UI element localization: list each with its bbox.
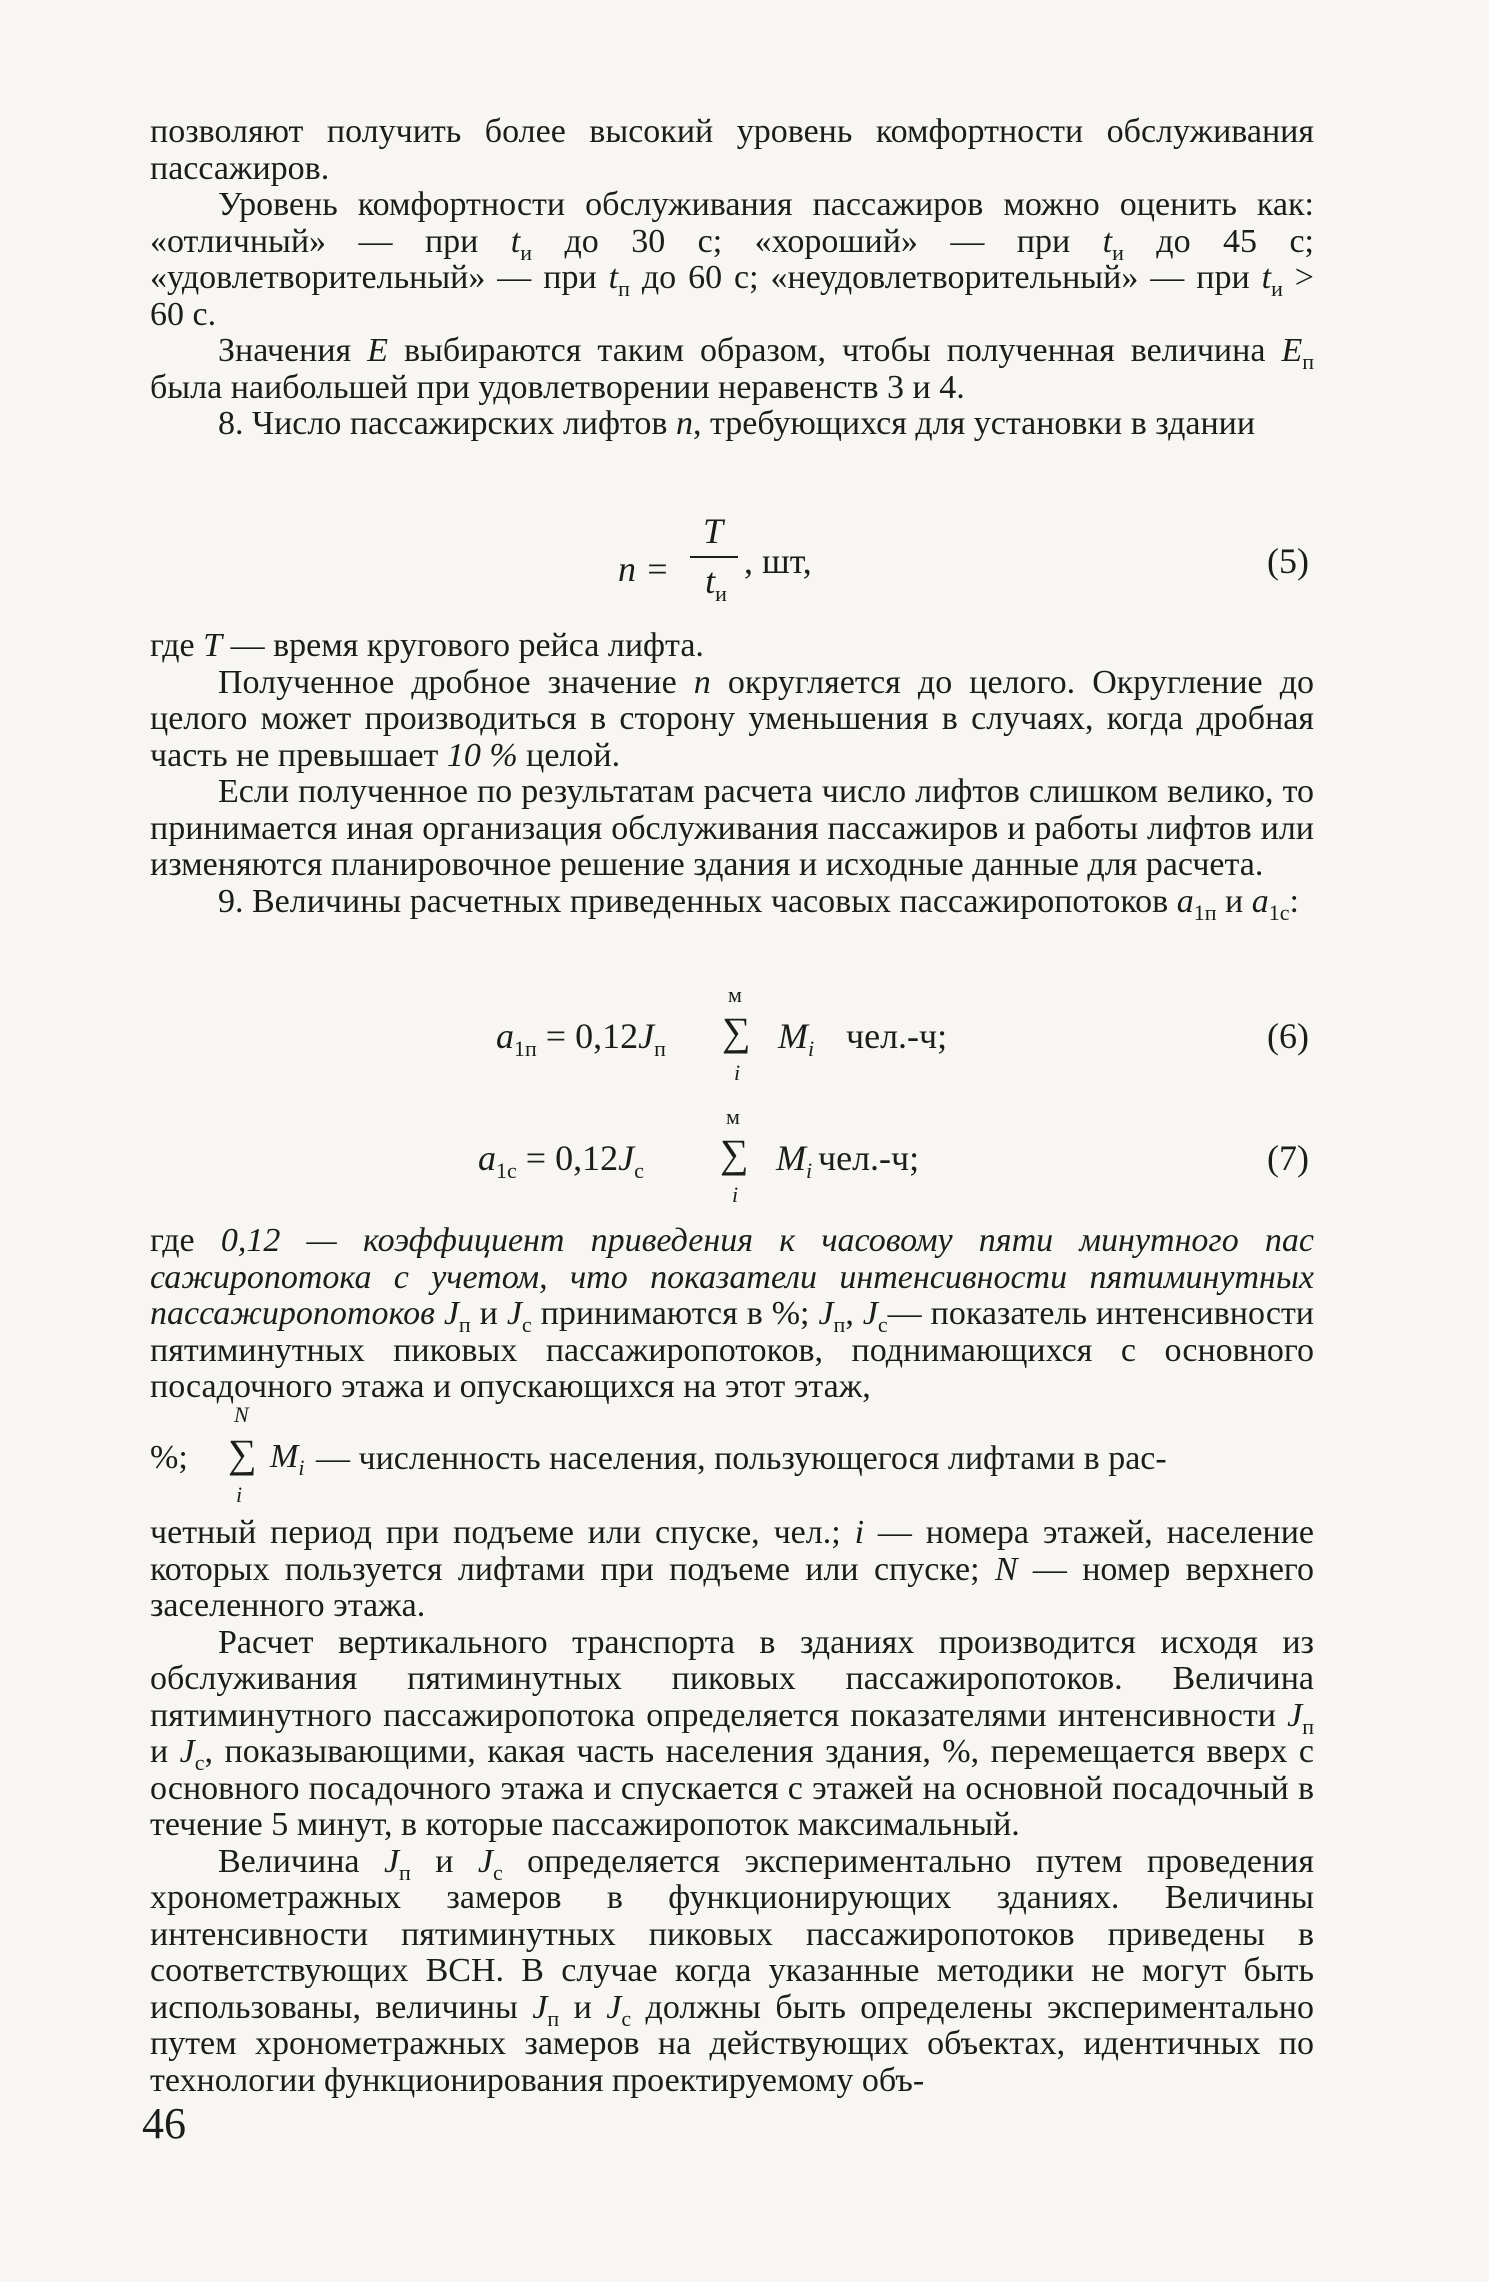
paragraph: где T — время кругового рейса лифта. (150, 627, 704, 664)
paragraph: позволяют получить более высокий уровень комфортности обслуживания пассажиров. (150, 113, 1314, 187)
paragraph: 8. Число пассажирских лифтов n, требующихся для установки в здании (218, 405, 1256, 442)
paragraph: Величина $J_п$ и $J_с$ определяется экспериментально путем проведения хронометражных замеров в функционирующих зданиях. Величины интенсивности пятиминутных пиковых пассажиропотоков приведены в соответствующих ВСН. В случае когда указанные методики не могут быть использованы, величины $J_п$ и $J_с$ должны быть определены экспериментально путем хронометражных замеров на действующих объектах, идентичных по технологии функционирования проектируемому объ- (150, 1842, 1315, 2099)
text-block-top (150, 114, 1314, 443)
paragraph: Расчет вертикального транспорта в зданиях производится исходя из обслуживания пятиминутных пиковых пассажиропотоков. Величина пятиминутного пассажиропотока определяется показателями интенсивности $J_п$ и $J_с$, показывающими, какая часть населения здания, %, перемещается вверх с основного посадочного этажа и спускается с этажей на основной посадочный в течение 5 минут, в которые пассажиропоток максимальный. (150, 1623, 1314, 1843)
text-block-middle (150, 627, 1314, 925)
paragraph: Полученное дробное значение n округляется до целого. Округление до целого может производиться в сторону уменьшения в случаях, когда дробная часть не превышает 10 % целой. (150, 663, 1314, 774)
document-page: позволяют получить более высокий уровень комфортности обслуживания пассажиров. Уровень комфортности обслуживания пассажиров можно оценить как: «отличный» — при $t_и$ до 30 с; «хороший» — при $t_и$ до 45 с; «удовлетворительный» — при $t_п$ до 60 с; «неудовлетворительный» — при $t_и > 60$ с. Значения E выбираются таким образом, чтобы полученная величина $E_п$ была наибольшей при удовлетворении неравенств 3 и 4. 8. Число пассажирских лифтов n, требующихся для установки в здании n = T $t_и$ , шт, (5) где T — время кругового рейса лифта. Полученное дробное значение n округляется до целого. Округление до целого может производиться в сторону уменьшения в случаях, когда дробная часть не превышает 10 % целой. Если полученное по результатам расчета число лифтов слишком велико, то принимается иная организация обслуживания пассажиров и работы лифтов или изменяются планировочное решение здания и исходные данные для расчета. 9. Величины расчетных приведенных часовых пассажиропотоков $a_{1п}$ и $a_{1с}$: $a_{1п} = 0,12J_п$ м ∑ i $M_i$ чел.-ч; (6) $a_{1с} = 0,12J_с$ м ∑ i $M_i$ чел.-ч; (7) где 0,12 — коэффициент приведения к часовому пяти минутного пас сажиропотока с учетом, что показатели интенсивности пятиминутных пассажиропотоков $J_п$ и $J_с$ принимаются в %; $J_п$, $J_с—$ показатель интенсивности пятиминутных пиковых пассажиропотоков, поднимающихся с основного посадочного этажа и опускающихся на этот этаж, N %; ∑ i $M_i$ — численность населения, пользующегося лифтами в рас- четный период при подъеме или спуске, чел.; i — номера этажей, население которых пользуется лифтами при подъеме или спуске; N — номер верхнего заселенного этажа. Расчет вертикального транспорта в зданиях производится исходя из обслуживания пятиминутных пиковых пассажиропотоков. Величина пятиминутного пассажиропотока определяется показателями интенсивности $J_п$ и $J_с$, показывающими, какая часть населения здания, %, перемещается вверх с основного посадочного этажа и спускается с этажей на основной посадочный в течение 5 минут, в которые пассажиропоток максимальный. Величина $J_п$ и $J_с$ определяется экспериментально путем проведения хронометражных замеров в функционирующих зданиях. Величины интенсивности пятиминутных пиковых пассажиропотоков приведены в соответствующих ВСН. В случае когда указанные методики не могут быть использованы, величины $J_п$ и $J_с$ должны быть определены экспериментально путем хронометражных замеров на действующих объектах, идентичных по технологии функционирования проектируемому объ- 46 (142, 113, 1315, 2148)
paragraph: Если полученное по результатам расчета число лифтов слишком велико, то принимается иная организация обслуживания пассажиров и работы лифтов или изменяются планировочное решение здания и исходные данные для расчета. (150, 773, 1314, 883)
paragraph: Значения E выбираются таким образом, чтобы полученная величина $E_п$ была наибольшей при удовлетворении неравенств 3 и 4. (150, 332, 1314, 406)
paragraph: 9. Величины расчетных приведенных часовых пассажиропотоков $a_{1п}$ и $a_{1с}$: (218, 882, 1299, 925)
paragraph: где 0,12 — коэффициент приведения к часовому пяти минутного пас сажиропотока с учетом, что показатели интенсивности пятиминутных пассажиропотоков $J_п$ и $J_с$ принимаются в %; $J_п$, $J_с—$ показатель интенсивности пятиминутных пиковых пассажиропотоков, поднимающихся с основного посадочного этажа и опускающихся на этот этаж, (150, 1222, 1314, 1405)
text-block-where (150, 1223, 1314, 1406)
paragraph: четный период при подъеме или спуске, чел.; i — номера этажей, население которых пользуется лифтами при подъеме или спуске; N — номер верхнего заселенного этажа. (150, 1514, 1315, 1624)
paragraph: Уровень комфортности обслуживания пассажиров можно оценить как: «отличный» — при $t_и$ до 30 с; «хороший» — при $t_и$ до 45 с; «удовлетворительный» — при $t_п$ до 60 с; «неудовлетворительный» — при $t_и > 60$ с. (150, 186, 1314, 333)
text-block-bottom (150, 1515, 1314, 2099)
page-number: 46 (142, 2099, 186, 2148)
